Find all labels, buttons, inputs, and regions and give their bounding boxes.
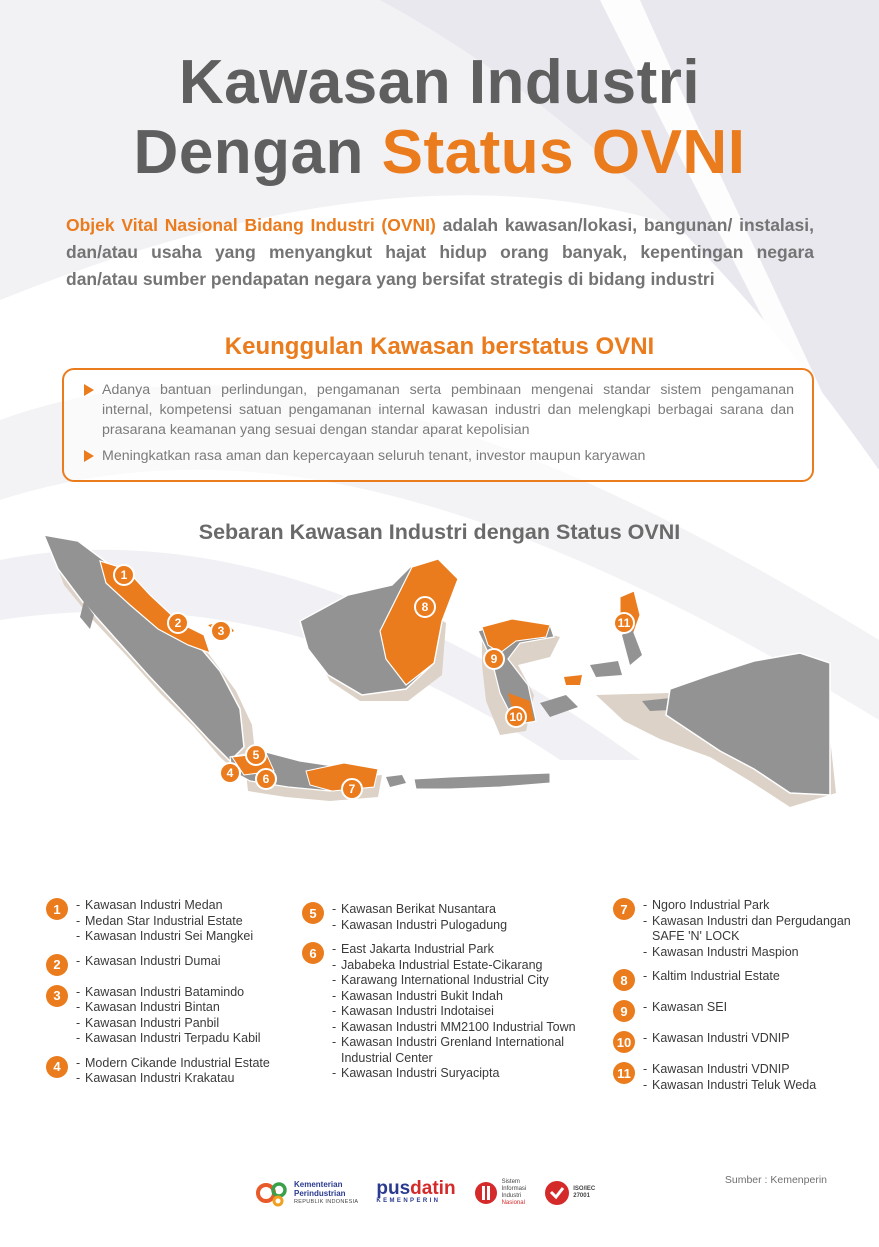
source-note: Sumber : Kemenperin [724,1174,827,1186]
legend-column-1 [46,898,296,1096]
svg-text:11: 11 [617,616,631,630]
list-item: - Kawasan Industri Bukit Indah [332,989,602,1005]
legend-entry [613,1031,863,1053]
legend-column-3 [613,898,863,1102]
map-marker-2 [168,613,188,633]
pusdatin-b: datin [410,1178,456,1199]
pusdatin-a: pus [376,1178,411,1199]
legend-list [643,969,780,985]
legend-entry [302,942,602,1082]
legend-list [643,1062,816,1093]
page-title-line2 [0,118,879,188]
kemenperin-logo [256,1178,358,1208]
siinas-emblem-icon [474,1180,498,1206]
advantages-title: Keunggulan Kawasan berstatus OVNI [224,333,655,360]
advantage-text: Meningkatkan rasa aman dan kepercayaan seluruh tenant, investor maupun karyawan [102,448,646,464]
map-marker-3 [211,621,231,641]
map-title: Sebaran Kawasan Industri dengan Status OVNI [198,520,681,544]
legend-column-2 [302,902,602,1091]
legend-list [76,985,261,1047]
legend-entry [46,1056,296,1087]
svg-text:1: 1 [120,568,128,582]
pusdatin-sub: KEMENPERIN [376,1198,441,1204]
list-item: - Kawasan Industri Teluk Weda [643,1078,816,1094]
advantage-item [82,380,794,440]
kemen-line2: Perindustrian [294,1188,346,1198]
list-item: - Kawasan Industri Panbil [76,1016,261,1032]
legend-entry [46,954,296,976]
svg-text:5: 5 [252,748,260,762]
iso-line1: ISO/IEC [573,1186,596,1192]
intro-highlight: Objek Vital Nasional Bidang Industri (OVNI) [66,215,436,235]
map-marker-11 [614,613,634,633]
list-item: - Medan Star Industrial Estate [76,914,253,930]
map-marker-5 [246,745,266,765]
list-item: - Kawasan Industri Medan [76,898,253,914]
map-marker-1 [114,565,134,585]
list-item: - Kawasan Industri Batamindo [76,985,261,1001]
advantage-item [82,446,794,466]
list-item: - Kawasan Industri Terpadu Kabil [76,1031,261,1047]
legend-badge: 11 [613,1062,635,1084]
sii-line3: Industri [501,1193,522,1199]
svg-text:2: 2 [174,616,182,630]
siinas-logo [474,1179,527,1207]
legend-entry [46,985,296,1047]
legend-badge: 8 [613,969,635,991]
list-item: - Kawasan Industri dan Pergudangan SAFE 'N' LOCK [643,914,863,945]
sii-line4: Nasional [501,1200,525,1206]
legend-list [643,1000,727,1016]
list-item: - Kawasan Industri Dumai [76,954,220,970]
map-marker-4 [220,763,240,783]
legend-badge: 4 [46,1056,68,1078]
legend-entry [613,898,863,960]
list-item: - Jababeka Industrial Estate-Cikarang [332,958,602,974]
legend-badge: 7 [613,898,635,920]
list-item: - East Jakarta Industrial Park [332,942,602,958]
gear-icon [256,1178,290,1208]
list-item: - Kawasan Industri Sei Mangkei [76,929,253,945]
list-item: - Kawasan Industri MM2100 Industrial Town [332,1020,602,1036]
certificate-badge-icon [544,1180,570,1206]
list-item: - Kawasan SEI [643,1000,727,1016]
legend-list [76,898,253,945]
map-marker-8 [415,597,435,617]
intro-paragraph [66,212,814,293]
bullet-triangle-icon [84,450,94,462]
list-item: - Kawasan Industri Maspion [643,945,863,961]
legend-entry [613,1062,863,1093]
advantage-text: Adanya bantuan perlindungan, pengamanan serta pembinaan mengenai standar sistem pengamanan internal, kompetensi satuan pengamanan internal kawasan industri dan melengkapi berbagai sarana dan prasarana keamanan yang sesuai dengan standar aparat kepolisian [102,382,794,438]
svg-text:6: 6 [262,772,270,786]
legend-list [332,902,507,933]
list-item: - Kawasan Industri VDNIP [643,1031,790,1047]
legend-entry [613,1000,863,1022]
intro-text: adalah kawasan/lokasi, bangunan/ instalasi, dan/atau usaha yang menyangkut hajat hidup orang banyak, kepentingan negara dan/atau sumber pendapatan negara yang bersifat strategis di bidang industri [66,215,814,289]
list-item: - Ngoro Industrial Park [643,898,863,914]
title-accent: Status OVNI [381,118,746,187]
list-item: - Kawasan Industri Bintan [76,1000,261,1016]
map-marker-9 [484,649,504,669]
legend-list [643,898,863,960]
legend-list [643,1031,790,1047]
footer-logos [256,1178,595,1208]
list-item: - Kawasan Industri Indotaisei [332,1004,602,1020]
map-marker-10 [506,707,526,727]
legend-badge: 3 [46,985,68,1007]
svg-text:3: 3 [217,624,225,638]
pusdatin-logo [376,1178,456,1205]
advantages-box [62,368,814,482]
legend-badge: 5 [302,902,324,924]
legend-badge: 9 [613,1000,635,1022]
iso-logo [544,1180,595,1206]
legend-entry [46,898,296,945]
list-item: - Kawasan Berikat Nusantara [332,902,507,918]
title-prefix: Dengan [133,118,364,187]
legend-entry [302,902,602,933]
svg-text:10: 10 [509,710,523,724]
svg-text:9: 9 [490,652,498,666]
legend-badge: 1 [46,898,68,920]
legend-badge: 2 [46,954,68,976]
legend-list [76,954,220,970]
list-item: - Kaltim Industrial Estate [643,969,780,985]
legend-entry [613,969,863,991]
indonesia-map [30,525,850,870]
list-item: - Kawasan Industri VDNIP [643,1062,816,1078]
kemen-line3: REPUBLIK INDONESIA [294,1198,359,1205]
legend-badge: 10 [613,1031,635,1053]
legend-list [76,1056,270,1087]
list-item: - Karawang International Industrial City [332,973,602,989]
list-item: - Kawasan Industri Pulogadung [332,918,507,934]
legend-list [332,942,602,1082]
list-item: - Modern Cikande Industrial Estate [76,1056,270,1072]
svg-text:7: 7 [348,782,356,796]
map-marker-7 [342,779,362,799]
page-title-line1: Kawasan Industri [178,48,701,117]
svg-text:8: 8 [421,600,429,614]
list-item: - Kawasan Industri Krakatau [76,1071,270,1087]
kemen-line1: Kementerian [294,1179,343,1189]
legend-badge: 6 [302,942,324,964]
iso-line2: 27001 [573,1193,590,1199]
sii-line2: Informasi [501,1186,527,1192]
map-marker-6 [256,769,276,789]
sii-line1: Sistem [501,1179,520,1185]
list-item: - Kawasan Industri Suryacipta [332,1066,602,1082]
svg-text:4: 4 [226,766,234,780]
bullet-triangle-icon [84,384,94,396]
list-item: - Kawasan Industri Grenland International Industrial Center [332,1035,602,1066]
